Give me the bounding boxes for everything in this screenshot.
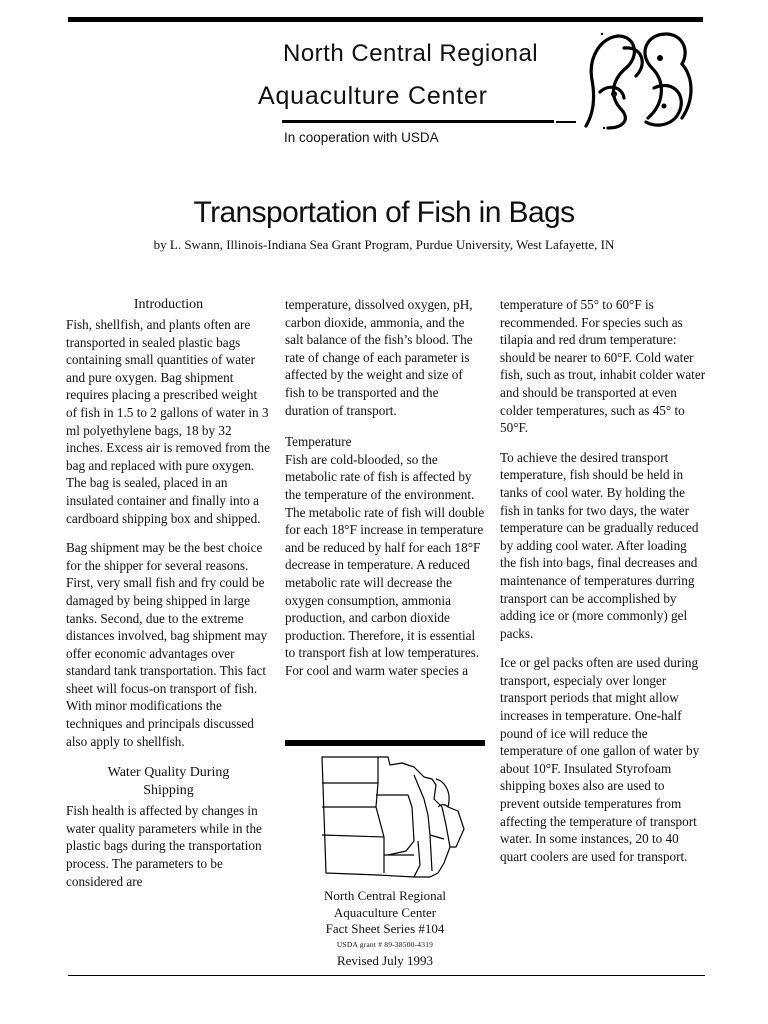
bottom-rule [68, 975, 705, 976]
column-1 [66, 296, 271, 902]
caption-series: Fact Sheet Series #104 [325, 921, 445, 936]
fact-sheet-caption [285, 888, 485, 969]
paragraph: Bag shipment may be the best choice for the shipper for several reasons. First, very small fish and fry could be damaged by being shipped in large tanks. Second, due to the extreme distances involved, bag shipment may offer economic advantages over standard tank transportation. This fact sheet will focus-on transport of fish. With minor modifications the techniques and principals discussed also apply to shellfish. [66, 540, 268, 749]
paragraph: Ice or gel packs often are used during transport, especialy over longer transport periods that might allow increases in temperature. One-half pound of ice will reduce the temperature of one gallon of water by about 10°F. Insulated Styrofoam shipping boxes also are used to prevent outside temperatures from affecting the temperature of transport water. In some instances, 20 to 40 quart coolers are used for transport. [500, 655, 700, 864]
paragraph: Fish, shellfish, and plants often are transported in sealed plastic bags containing small quantities of water and pure oxygen. Bag shipment requires placing a prescribed weight of fish in 1.5 to 2 gallons of water in 3 ml polyethylene bags, 18 by 32 inches. Excess air is removed from the bag and replaced with pure oxygen. The bag is sealed, placed in an insulated container and finally into a cardboard shipping box and shipped. [66, 317, 270, 526]
heading-water-quality: Water Quality During Shipping [107, 765, 230, 799]
paragraph: Fish health is affected by changes in water quality parameters while in the plastic bags during the transportation process. The parameters to be considered are [66, 803, 262, 889]
cooperation-note: In cooperation with USDA [284, 130, 439, 145]
caption-org-line2: Aquaculture Center [333, 904, 437, 920]
caption-revised: Revised July 1993 [336, 952, 434, 968]
paragraph: temperature, dissolved oxygen, pH, carbon dioxide, ammonia, and the salt balance of the fish’s blood. The rate of change of each parameter is affected by the weight and size of fish to be transported and the duration of transport. [285, 297, 473, 418]
paragraph: To achieve the desired transport temperature, fish should be held in tanks of cool water. By holding the fish in tanks for two days, the water temperature can be gradually reduced by adding cool water. After loading the fish into bags, final decreases and maintenance of temperatures durring transport can be accomplished by adding ice or (more commonly) gel packs. [500, 449, 699, 641]
map-rule [285, 740, 485, 746]
header-rule [282, 120, 554, 123]
org-name-line1: North Central Regional [283, 40, 539, 67]
byline: by L. Swann, Illinois-Indiana Sea Grant Program, Purdue University, West Lafayette, IN [153, 237, 615, 252]
top-rule [68, 17, 703, 22]
caption-grant: USDA grant # 89-38500-4319 [336, 939, 434, 949]
heading-temperature: Temperature [285, 434, 352, 450]
article-title: Transportation of Fish in Bags [193, 196, 575, 229]
paragraph: Fish are cold-blooded, so the metabolic rate of fish is affected by the temperature of the environment. The metabolic rate of fish will double for each 18°F increase in temperature and be reduced by half for each 18°F decrease in temperature. A reduced metabolic rate will decrease the oxygen consumption, ammonia production, and carbon dioxide production. Therefore, it is essential to transport fish at low temperatures. For cool and warm water species a [285, 451, 485, 678]
caption-org-line1: North Central Regional [323, 888, 447, 903]
column-2 [285, 296, 485, 691]
column-3 [500, 296, 706, 877]
ncrac-fish-logo-icon [578, 28, 706, 133]
heading-introduction: Introduction [133, 297, 204, 312]
header-rule-tail [556, 121, 576, 123]
org-name-line2: Aquaculture Center [258, 82, 488, 110]
north-central-states-map-icon [318, 755, 468, 880]
paragraph: temperature of 55° to 60°F is recommended. For species such as tilapia and red drum temperature: should be nearer to 60°F. Cold water fish, such as trout, inhabit colder water and should be transported at even colder temperatures, such as 45° to 50°F. [500, 297, 706, 436]
